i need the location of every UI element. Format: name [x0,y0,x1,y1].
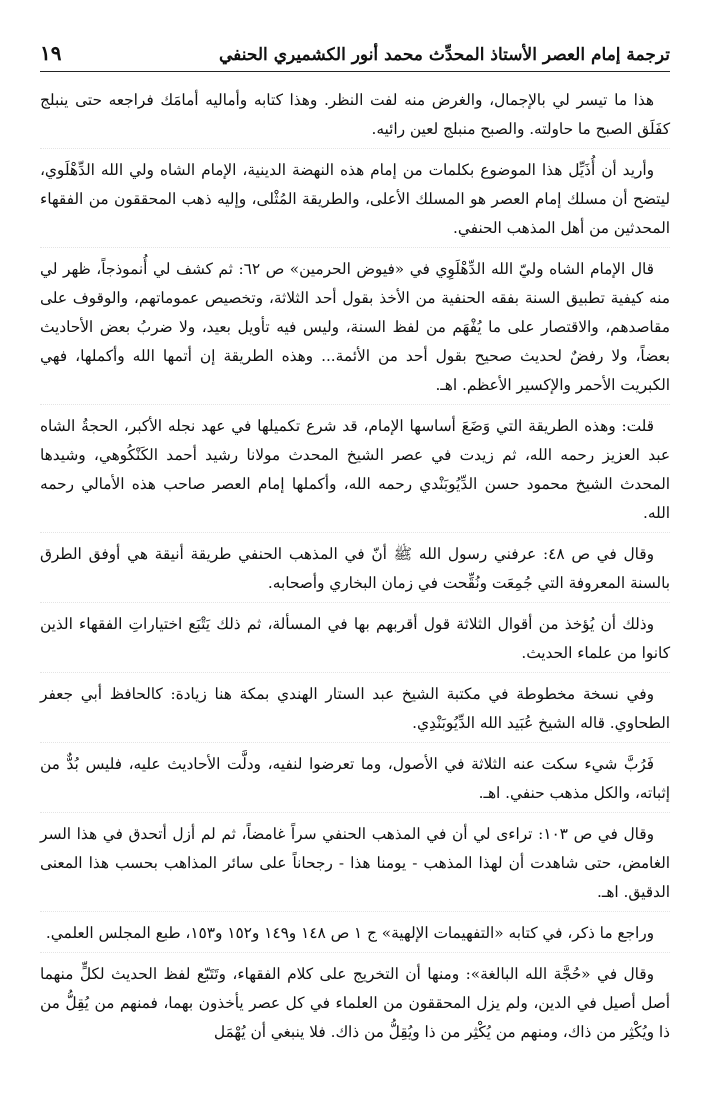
running-head: ترجمة إمام العصر الأستاذ المحدِّث محمد أنور الكشميري الحنفي [219,45,670,65]
page-header [40,0,670,72]
paragraph: وقال في ص ٤٨: عرفني رسول الله ﷺ أنّ في المذهب الحنفي طريقة أنيقة هي أوفق الطرق بالسنة المعروفة التي جُمِعَت ونُقِّحت في زمان البخاري وأصحابه. [40,540,670,603]
paragraph: وراجع ما ذكر، في كتابه «التفهيمات الإلهية» ج ١ ص ١٤٨ و١٤٩ و١٥٢ و١٥٣، طبع المجلس العلمي. [40,919,670,953]
paragraph: وقال في «حُجَّة الله البالغة»: ومنها أن التخريج على كلام الفقهاء، وتَتَبّع لفظ الحديث لكلٍّ منهما أصل أصيل في الدين، ولم يزل المحققون من العلماء في كل عصر يأخذون بهما، فمنهم من يُقِلُّ من ذا ويُكْثِر من ذاك، ومنهم من يُكْثِر من ذا ويُقِلُّ من ذاك. فلا ينبغي أن يُهْمَل [40,965,670,1041]
paragraph: وفي نسخة مخطوطة في مكتبة الشيخ عبد الستار الهندي بمكة هنا زيادة: كالحافظ أبي جعفر الطحاوي. قاله الشيخ عُبَيد الله الدِّيُوبَنْدِي. [40,680,670,743]
paragraph: وقال في ص ١٠٣: تراءى لي أن في المذهب الحنفي سراً غامضاً، ثم لم أزل أتحدق في هذا السر الغامض، حتى شاهدت أن لهذا المذهب - يومنا هذا - رجحاناً على سائر المذاهب بحسب هذا المعنى الدقيق. اهـ. [40,820,670,912]
paragraph: وأريد أن أُذَيِّل هذا الموضوع بكلمات من إمام هذه النهضة الدينية، الإمام الشاه ولي الله الدِّهْلَوي، ليتضح أن مسلك إمام العصر هو المسلك الأعلى، والطريقة المُثْلى، وإليه ذهب المحققون من الفقهاء المحدثين من أهل المذهب الحنفي. [40,156,670,248]
body-text [40,86,670,1051]
paragraph: هذا ما تيسر لي بالإجمال، والغرض منه لفت النظر. وهذا كتابه وأماليه أمامَك فراجعه حتى ينبلج كفَلَق الصبح ما حاولته. والصبح منبلج لعين رائيه. [40,86,670,149]
paragraph: فَرُبَّ شيء سكت عنه الثلاثة في الأصول، وما تعرضوا لنفيه، ودلَّت الأحاديث عليه، فليس بُدٌّ من إثباته، والكل مذهب حنفي. اهـ. [40,750,670,813]
page-number: ١٩ [40,41,62,65]
paragraph: قال الإمام الشاه وليّ الله الدِّهْلَوِي في «فيوض الحرمين» ص ٦٢: ثم كشف لي أُنموذجاً، ظهر لي منه كيفية تطبيق السنة بفقه الحنفية من الأخذ بقول أحد الثلاثة، وتخصيص عموماتهم، والوقوف على مقاصدهم، والاقتصار على ما يُفْهَم من لفظ السنة، وليس فيه تأويل بعيد، ولا ضربُ بعض الأحاديث بعضاً، ولا رفضٌ لحديث صحيح بقول أحد من الأئمة... وهذه الطريقة إن أتمها الله وأكملها، فهي الكبريت الأحمر والإكسير الأعظم. اهـ. [40,255,670,405]
paragraph: قلت: وهذه الطريقة التي وَضَعَ أساسها الإمام، قد شرع تكميلها في عهد نجله الأكبر، الحجةُ الشاه عبد العزيز رحمه الله، ثم زيدت في عصر الشيخ المحدث مولانا رشيد أحمد الكَنْكُوهي، وشيدها المحدث الشيخ محمود حسن الدِّيُوبَنْدي رحمه الله، وأكملها إمام العصر صاحب هذه الأمالي رحمه الله. [40,412,670,533]
paragraph: وذلك أن يُؤخذ من أقوال الثلاثة قول أقربهم بها في المسألة، ثم ذلك يَتْبَع اختياراتِ الفقهاء الذين كانوا من علماء الحديث. [40,610,670,673]
